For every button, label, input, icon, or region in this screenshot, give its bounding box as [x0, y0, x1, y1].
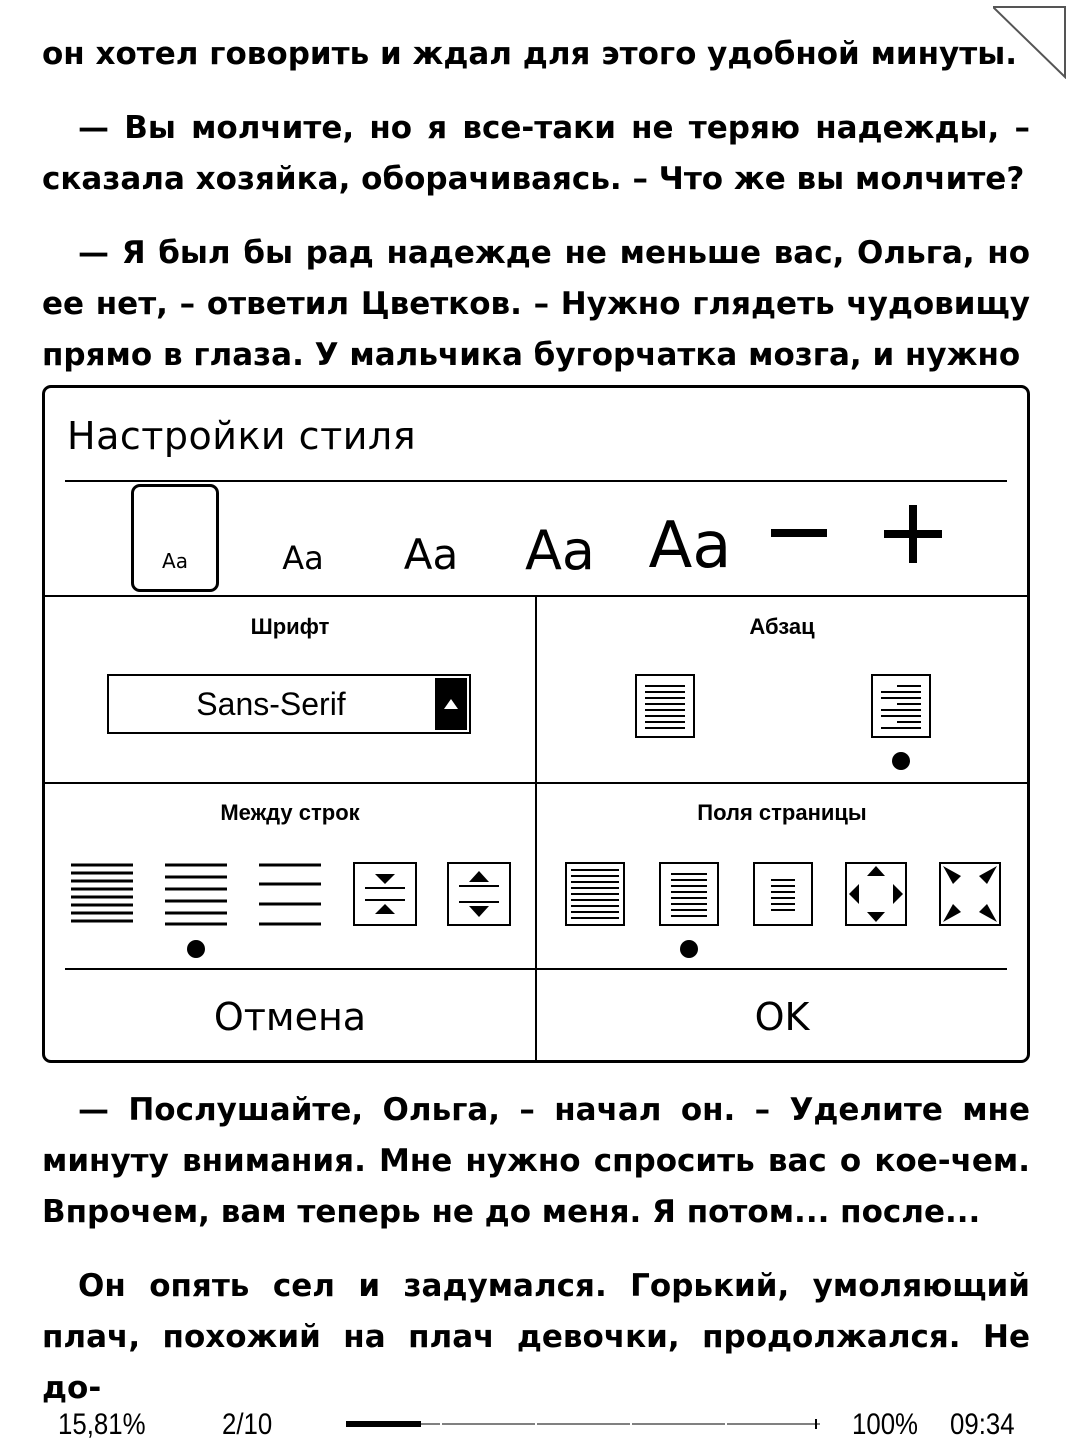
- selected-indicator: [187, 940, 205, 958]
- divider: [65, 480, 1007, 482]
- book-text-top: [42, 29, 1030, 381]
- font-select[interactable]: [107, 674, 471, 734]
- spacing-tight-icon[interactable]: [71, 862, 133, 926]
- selected-indicator: [680, 940, 698, 958]
- margins-section-label: Поля страницы: [697, 800, 867, 825]
- font-size-option-3[interactable]: [387, 484, 475, 592]
- font-size-option-1[interactable]: [131, 484, 219, 592]
- margins-large-icon[interactable]: [753, 862, 813, 926]
- cancel-button[interactable]: Отмена: [213, 995, 367, 1039]
- indent-lines-icon[interactable]: [871, 674, 931, 738]
- line-spacing-section-label: Между строк: [220, 800, 360, 825]
- style-settings-dialog: [42, 385, 1030, 1063]
- font-size-option-5[interactable]: [635, 484, 745, 592]
- book-paragraph: — Послушайте, Ольга, – начал он. – Уделите мне минуту внимания. Мне нужно спросить вас о кое-чем. Впрочем, вам теперь не до меня. Я потом... после...: [42, 1092, 1030, 1230]
- progress-fill: [346, 1421, 421, 1427]
- spacing-wide-icon[interactable]: [259, 862, 321, 926]
- minus-icon: [771, 529, 827, 539]
- decrease-font-size-button[interactable]: [759, 494, 839, 574]
- spacing-decrease-icon[interactable]: [353, 862, 417, 926]
- margins-decrease-icon[interactable]: [845, 862, 907, 926]
- ok-button[interactable]: OK: [754, 995, 810, 1039]
- clock: 09:34: [950, 1408, 1015, 1441]
- spacing-normal-icon[interactable]: [165, 862, 227, 926]
- font-size-label: Aa: [162, 549, 188, 573]
- margins-medium-icon[interactable]: [659, 862, 719, 926]
- dropdown-arrow-icon[interactable]: [435, 678, 467, 730]
- font-size-label: Aa: [524, 519, 596, 582]
- reader-status-bar: [0, 1400, 1072, 1448]
- font-size-label: Aa: [282, 539, 324, 577]
- zoom-level: 100%: [852, 1408, 918, 1441]
- font-size-option-2[interactable]: [259, 484, 347, 592]
- book-paragraph: Он опять сел и задумался. Горький, умоляющий плач, похожий на плач девочки, продолжался. Не до-: [42, 1268, 1030, 1406]
- font-size-label: Aa: [648, 509, 732, 583]
- divider: [65, 968, 1007, 970]
- margins-small-icon[interactable]: [565, 862, 625, 926]
- paragraph-section-label: Абзац: [749, 614, 815, 639]
- font-size-option-4[interactable]: [505, 484, 615, 592]
- divider: [45, 782, 1027, 784]
- selected-indicator: [892, 752, 910, 770]
- spacing-increase-icon[interactable]: [447, 862, 511, 926]
- plus-icon: [884, 505, 942, 563]
- book-paragraph: — Я был бы рад надежде не меньше вас, Ольга, но ее нет, – ответил Цветков. – Нужно глядеть чудовищу прямо в глаза. У мальчика бугорчатка мозга, и нужно: [42, 235, 1030, 373]
- dialog-title: Настройки стиля: [67, 414, 417, 458]
- book-paragraph: — Вы молчите, но я все-таки не теряю надежды, – сказала хозяйка, оборачиваясь. – Что же вы молчите?: [42, 110, 1030, 197]
- justify-lines-icon[interactable]: [635, 674, 695, 738]
- book-text-bottom: [42, 1085, 1030, 1414]
- font-size-label: Aa: [403, 530, 459, 579]
- book-paragraph: он хотел говорить и ждал для этого удобной минуты.: [42, 36, 1018, 72]
- page-indicator[interactable]: 2/10: [222, 1408, 273, 1441]
- reading-progress-bar[interactable]: [346, 1418, 820, 1430]
- font-select-value: Sans-Serif: [196, 685, 346, 722]
- font-section-label: Шрифт: [250, 614, 330, 639]
- reading-percent: 15,81%: [58, 1408, 146, 1441]
- margins-increase-icon[interactable]: [939, 862, 1001, 926]
- increase-font-size-button[interactable]: [873, 494, 953, 574]
